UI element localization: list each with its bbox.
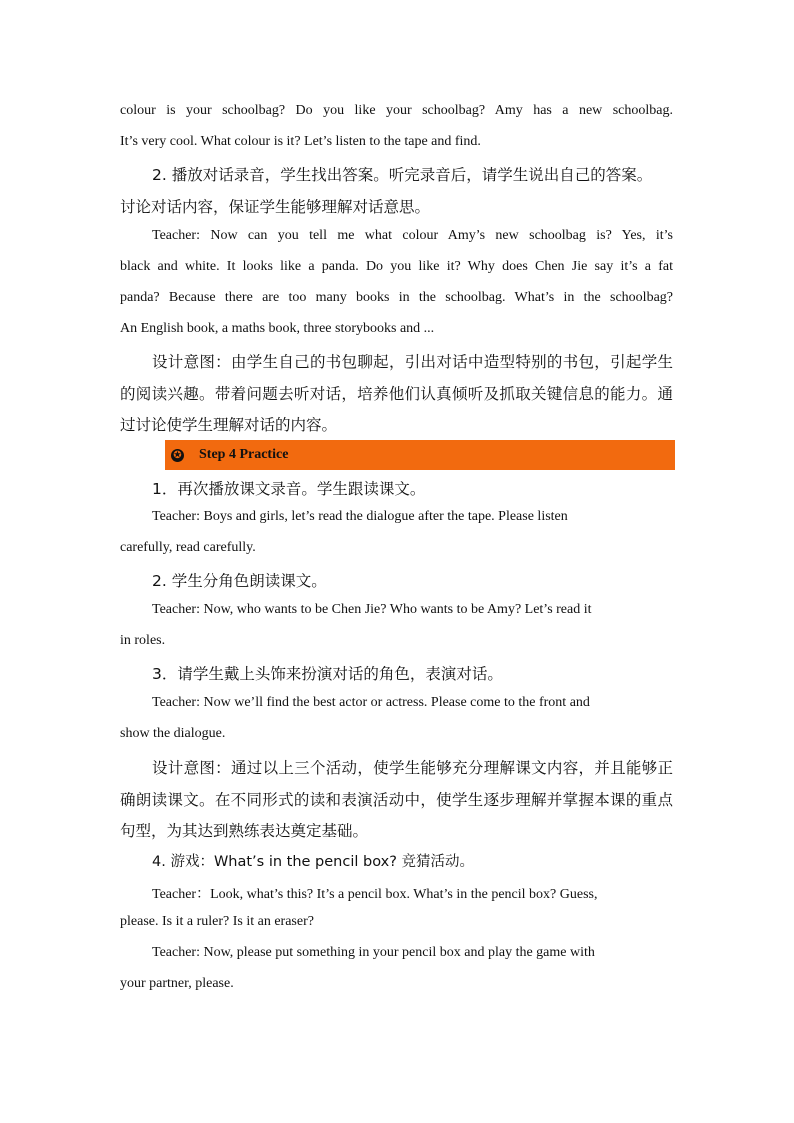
paragraph-line: Teacher: Now can you tell me what colour Amy’s new schoolbag is? Yes, it’s: [152, 228, 673, 243]
paragraph-line: It’s very cool. What colour is it? Let’s listen to the tape and find.: [120, 134, 481, 149]
star-circle-icon: ✪: [171, 449, 184, 462]
step-title: Step 4 Practice: [199, 447, 289, 462]
paragraph-line: 4. 游戏：What’s in the pencil box? 竞猜活动。: [152, 854, 475, 870]
paragraph-line: 设计意图：由学生自己的书包聊起，引出对话中造型特别的书包，引起学生: [152, 353, 673, 371]
paragraph-line: Teacher: Now, who wants to be Chen Jie? Who wants to be Amy? Let’s read it: [152, 602, 592, 617]
paragraph-line: 2. 学生分角色朗读课文。: [152, 572, 327, 590]
paragraph-line: 设计意图：通过以上三个活动，使学生能够充分理解课文内容，并且能够正: [152, 759, 673, 777]
paragraph-line: 3．请学生戴上头饰来扮演对话的角色，表演对话。: [152, 665, 503, 683]
paragraph-line: your partner, please.: [120, 976, 234, 991]
paragraph-line: 讨论对话内容，保证学生能够理解对话意思。: [120, 198, 431, 216]
paragraph-line: 过讨论使学生理解对话的内容。: [120, 416, 338, 434]
paragraph-line: 的阅读兴趣。带着问题去听对话，培养他们认真倾听及抓取关键信息的能力。通: [120, 385, 673, 403]
paragraph-line: Teacher: Now, please put something in your pencil box and play the game with: [152, 945, 595, 960]
paragraph-line: panda? Because there are too many books in the schoolbag. What’s in the schoolbag?: [120, 290, 673, 305]
paragraph-line: Teacher: Now we’ll find the best actor or actress. Please come to the front and: [152, 695, 590, 710]
step-banner: [165, 440, 675, 470]
paragraph-line: 1．再次播放课文录音。学生跟读课文。: [152, 480, 426, 498]
paragraph-line: carefully, read carefully.: [120, 540, 256, 555]
paragraph-line: Teacher: Boys and girls, let’s read the dialogue after the tape. Please listen: [152, 509, 568, 524]
paragraph-line: in roles.: [120, 633, 166, 648]
paragraph-line: Teacher：Look, what’s this? It’s a pencil box. What’s in the pencil box? Guess,: [152, 887, 598, 902]
paragraph-line: colour is your schoolbag? Do you like your schoolbag? Amy has a new schoolbag.: [120, 103, 673, 118]
paragraph-line: 确朗读课文。在不同形式的读和表演活动中，使学生逐步理解并掌握本课的重点: [120, 791, 673, 809]
paragraph-line: 句型，为其达到熟练表达奠定基础。: [120, 822, 369, 840]
paragraph-line: 2. 播放对话录音，学生找出答案。听完录音后，请学生说出自己的答案。: [152, 166, 653, 184]
paragraph-line: show the dialogue.: [120, 726, 226, 741]
paragraph-line: An English book, a maths book, three storybooks and ...: [120, 321, 435, 336]
paragraph-line: black and white. It looks like a panda. Do you like it? Why does Chen Jie say it’s a fat: [120, 259, 673, 274]
paragraph-line: please. Is it a ruler? Is it an eraser?: [120, 914, 314, 929]
